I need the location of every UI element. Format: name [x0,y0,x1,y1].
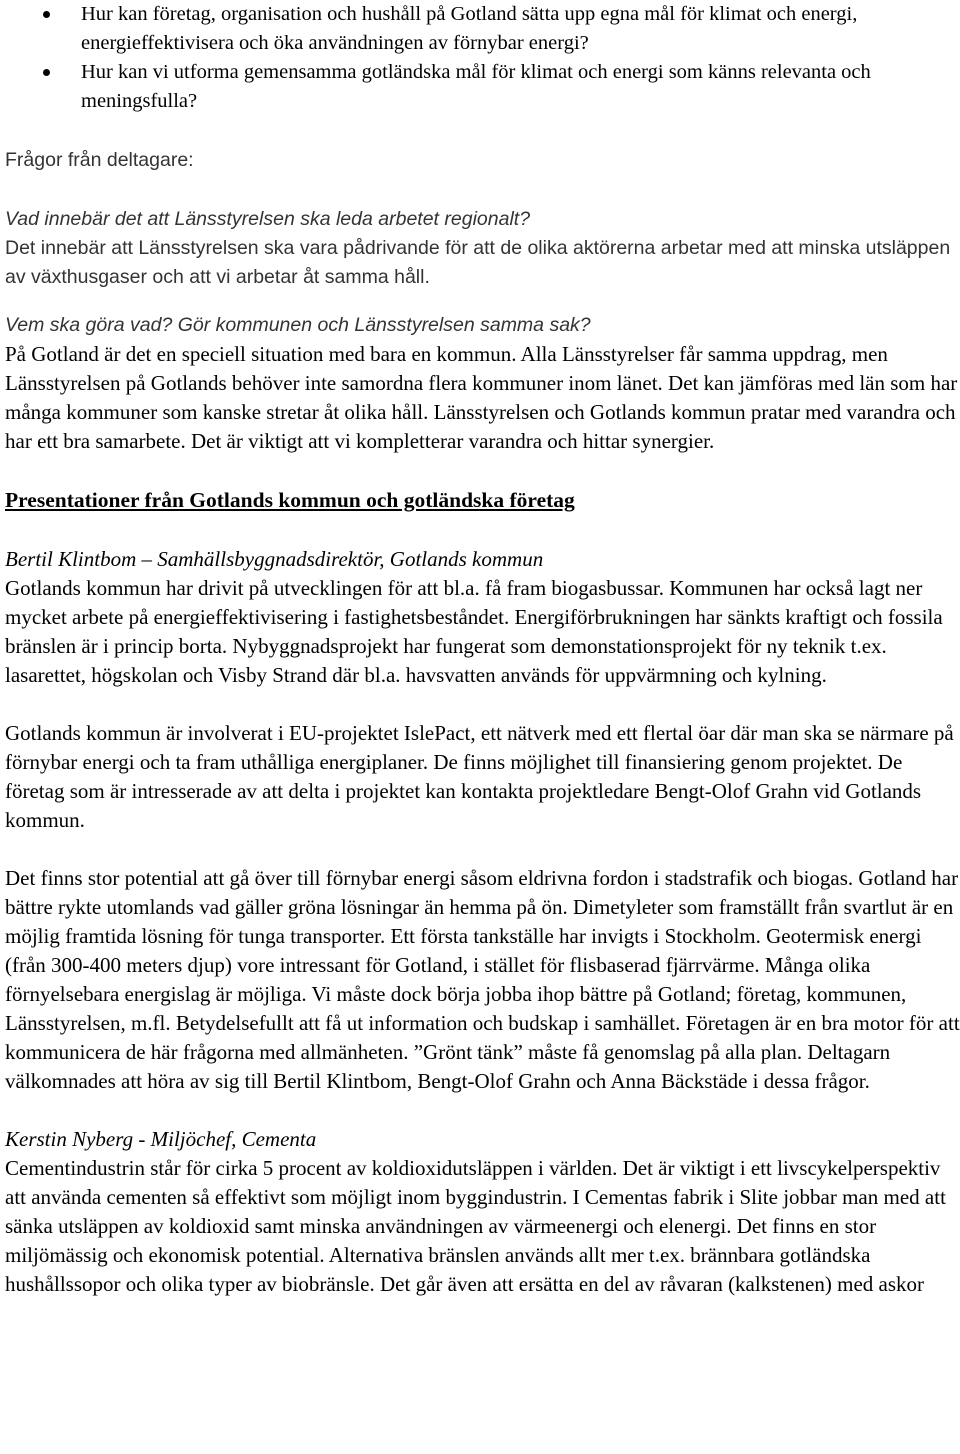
bullet-item [5,0,960,58]
question-2: Vem ska göra vad? Gör kommunen och Länsstyrelsen samma sak? [5,314,591,336]
document-page [5,0,960,1299]
question-1: Vad innebär det att Länsstyrelsen ska leda arbetet regionalt? [5,208,531,230]
bullet-text: Hur kan företag, organisation och hushåll på Gotland sätta upp egna mål för klimat och energi, energieffektivisera och öka användningen av förnybar energi? [81,3,858,54]
answer-2: På Gotland är det en speciell situation med bara en kommun. Alla Länsstyrelser får samma uppdrag, men Länsstyrelsen på Gotlands behöver inte samordna flera kommuner inom länet. Det kan jämföras med län som har många kommuner som kanske stretar åt olika håll. Länsstyrelsen och Gotlands kommun pratar med varandra och har ett bra samarbete. Det är viktigt att vi kompletterar varandra och hittar synergier. [5,342,958,453]
answer-1: Det innebär att Länsstyrelsen ska vara pådrivande för att de olika aktörerna arbetar med att minska utsläppen av växthusgaser och att vi arbetar åt samma håll. [5,237,951,288]
speaker-1-paragraph-3: Det finns stor potential att gå över till förnybar energi såsom eldrivna fordon i stadstrafik och biogas. Gotland har bättre rykte utomlands vad gäller gröna lösningar än hemma på ön. Dimetyleter som framställt från svartlut är en möjlig framtida lösning för tunga transporter. Ett första tankställe har invigts i Stockholm. Geotermisk energi (från 300-400 meters djup) vore intressant för Gotland, i stället för flisbaserad fjärrvärme. Många olika förnyelsebara energislag är möjliga. Vi måste dock börja jobba ihop bättre på Gotland; företag, kommunen, Länsstyrelsen, m.fl. Betydelsefullt att få ut information och budskap i samhället. Företagen är en bra motor för att kommunicera de här frågorna med allmänheten. ”Grönt tänk” måste få genomslag på alla plan. Deltagarn välkomnades att höra av sig till Bertil Klintbom, Bengt-Olof Grahn och Anna Bäckstäde i dessa frågor. [5,866,960,1093]
speaker-1-paragraph-1: Gotlands kommun har drivit på utvecklingen för att bl.a. få fram biogasbussar. Kommunen har också lagt ner mycket arbete på energieffektivisering i fastighetsbeståndet. Energiförbrukningen har sänkts kraftigt och fossila bränslen är i princip borta. Nybyggnadsprojekt har fungerat som demonstationsprojekt för ny teknik t.ex. lasarettet, högskolan och Visby Strand där bl.a. havsvatten används för uppvärmning och kylning. [5,576,943,687]
presentations-heading: Presentationer från Gotlands kommun och gotländska företag [5,488,575,512]
questions-heading: Frågor från deltagare: [5,149,194,171]
bullet-dot-icon [43,69,50,76]
bullet-list [5,0,960,116]
speaker-1-paragraph-2: Gotlands kommun är involverat i EU-projektet IslePact, ett nätverk med ett flertal öar där man ska se närmare på förnybar energi och ta fram uthålliga energiplaner. De finns möjlighet till finansiering genom projektet. De företag som är intresserade av att delta i projektet kan kontakta projektledare Bengt-Olof Grahn vid Gotlands kommun. [5,721,954,832]
bullet-dot-icon [43,11,50,18]
speaker-1-title: Bertil Klintbom – Samhällsbyggnadsdirektör, Gotlands kommun [5,547,544,571]
speaker-2-title: Kerstin Nyberg - Miljöchef, Cementa [5,1127,317,1151]
speaker-2-paragraph-1: Cementindustrin står för cirka 5 procent av koldioxidutsläppen i världen. Det är viktigt i ett livscykelperspektiv att använda cementen så effektivt som möjligt inom byggindustrin. I Cementas fabrik i Slite jobbar man med att sänka utsläppen av koldioxid samt minska användningen av värmeenergi och elenergi. Det finns en stor miljömässig och ekonomisk potential. Alternativa bränslen används allt mer t.ex. brännbara gotländska hushållssopor och olika typer av biobränsle. Det går även att ersätta en del av råvaran (kalkstenen) med askor [5,1156,946,1296]
bullet-item [5,58,960,116]
bullet-text: Hur kan vi utforma gemensamma gotländska mål för klimat och energi som känns relevanta och meningsfulla? [81,61,871,112]
